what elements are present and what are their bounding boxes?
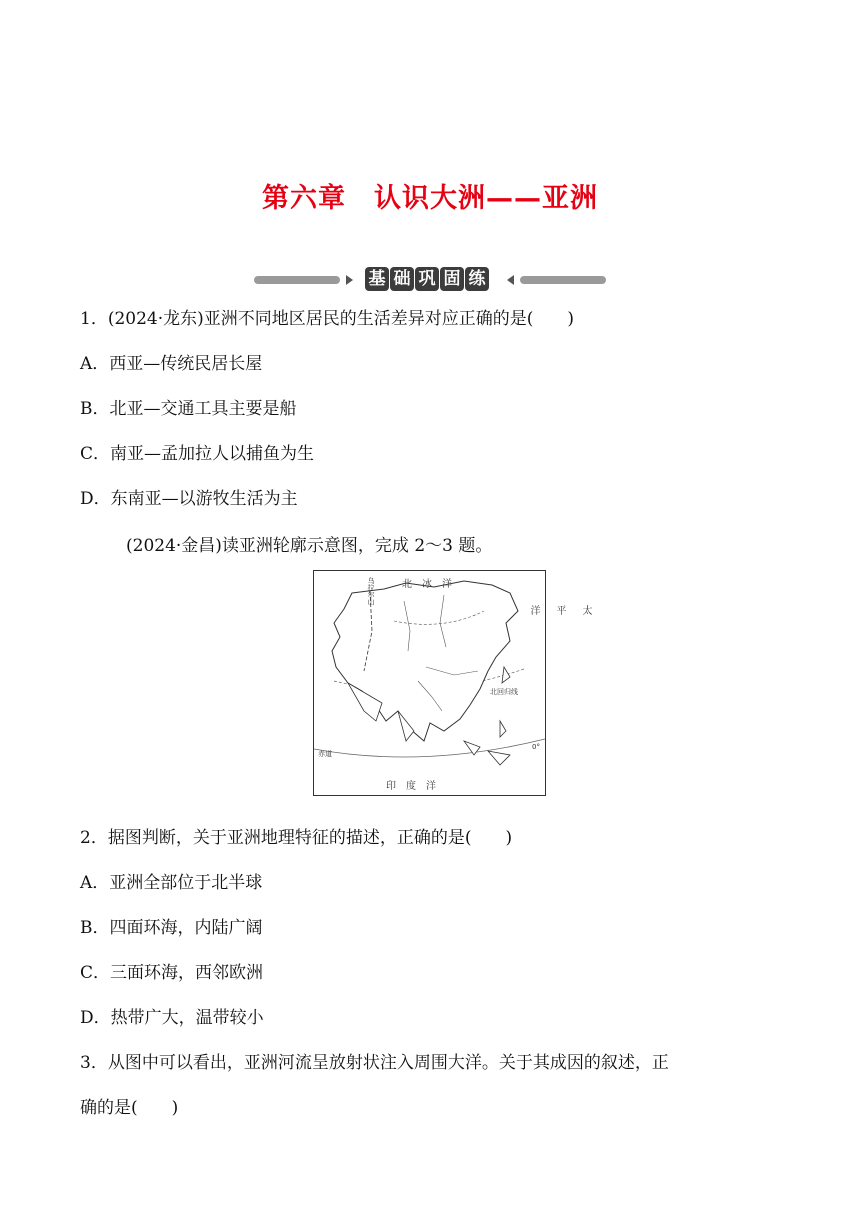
q1-option-d: D．东南亚—以游牧生活为主 [80,489,298,509]
q3-stem-line2: 确的是( ) [80,1098,179,1118]
q1-option-c: C．南亚—孟加拉人以捕鱼为生 [80,444,315,464]
q2-option-d: D．热带广大，温带较小 [80,1008,264,1028]
banner-title [365,267,489,291]
map-intro: (2024·金昌)读亚洲轮廓示意图，完成 2～3 题。 [126,536,493,556]
asia-map-graphic [314,571,545,795]
banner-char: 固 [440,267,464,291]
q2-option-a: A．亚洲全部位于北半球 [80,873,263,893]
ural-mountains-label: 乌拉尔山 [367,577,375,605]
arctic-ocean-label: 北 冰 洋 [402,579,452,590]
q1-option-a: A．西亚—传统民居长屋 [80,354,263,374]
banner-char: 练 [465,267,489,291]
banner-char: 基 [365,267,389,291]
banner-arrow-left-icon [507,275,514,285]
indian-ocean-label: 印 度 洋 [386,781,436,792]
q3-stem-line1: 3．从图中可以看出，亚洲河流呈放射状注入周围大洋。关于其成因的叙述，正 [80,1053,669,1073]
banner-line-left [254,276,340,284]
tropic-label: 北回归线 [490,688,518,696]
section-banner [254,266,606,294]
pacific-ocean-label: 太 平 洋 [528,605,591,615]
banner-line-right [520,276,606,284]
equator-label: 赤道 [318,750,332,758]
q1-option-b: B．北亚—交通工具主要是船 [80,399,297,419]
banner-arrow-right-icon [346,275,353,285]
q1-stem: 1．(2024·龙东)亚洲不同地区居民的生活差异对应正确的是( ) [80,309,575,329]
q2-stem: 2．据图判断，关于亚洲地理特征的描述，正确的是( ) [80,828,513,848]
asia-outline-map [313,570,591,796]
zero-degree-label: 0° [532,743,540,751]
page-title: 第六章 认识大洲——亚洲 [262,183,598,214]
banner-char: 巩 [415,267,439,291]
q2-option-c: C．三面环海，西邻欧洲 [80,963,264,983]
q2-option-b: B．四面环海，内陆广阔 [80,918,263,938]
banner-char: 础 [390,267,414,291]
